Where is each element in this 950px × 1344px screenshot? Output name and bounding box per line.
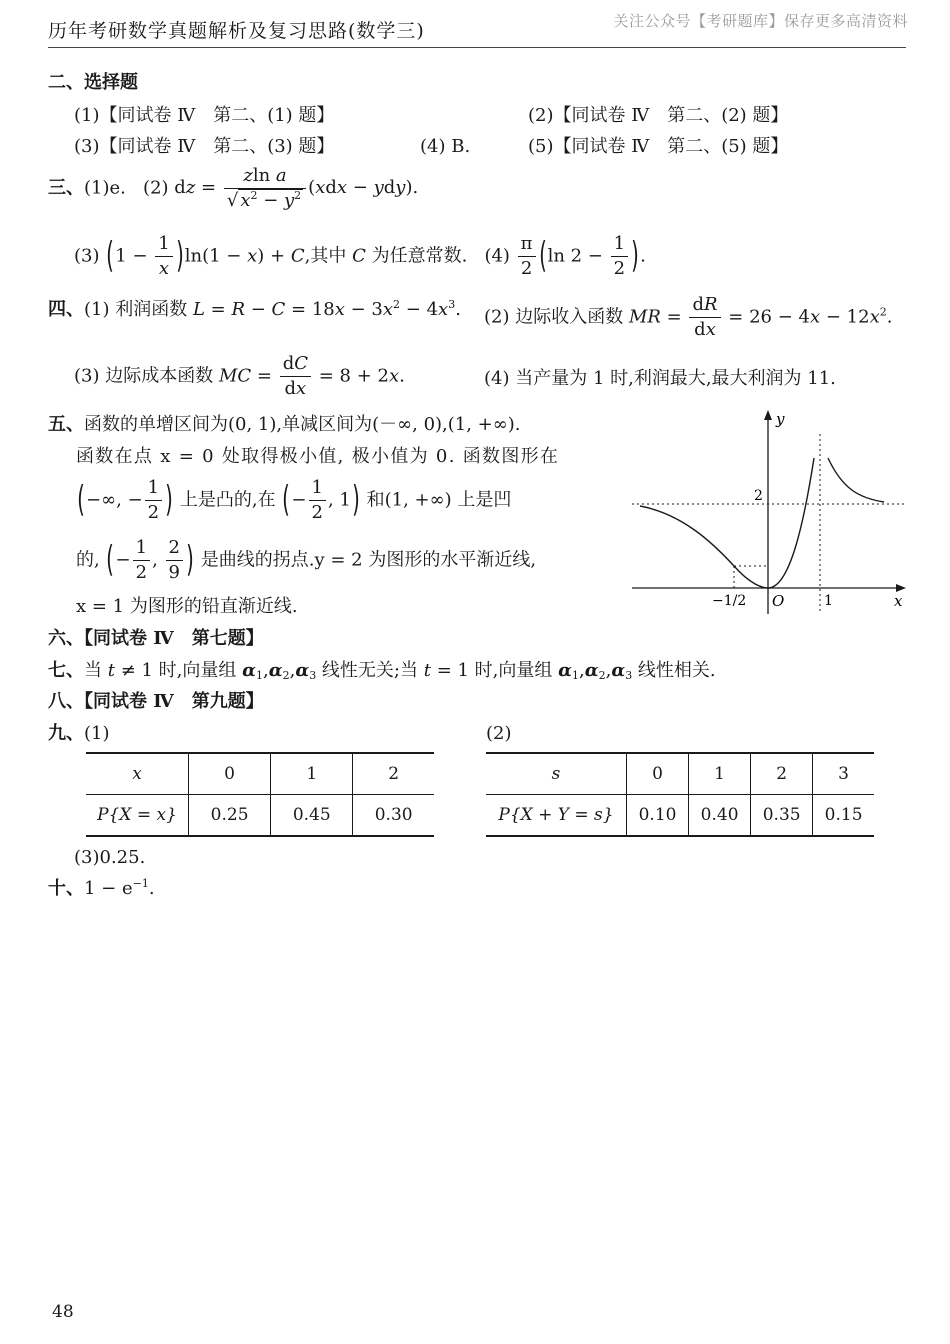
y-axis-label: y [776, 410, 785, 428]
distribution-table-sum [486, 752, 874, 837]
table-row [486, 753, 874, 795]
s4-part-2-label: (2) 边际收入函数 [484, 306, 624, 328]
y-axis-arrow-icon [764, 410, 772, 420]
section-7-heading: 七、 [48, 660, 84, 681]
section-9-line [48, 721, 110, 747]
section-2-heading: 二、选择题 [48, 72, 138, 93]
s5-line-4: 的, (− $\frac{1}{2}$ , $\frac{2}{9}$ ) 是曲线的拐点.y = 2 为图形的水平渐近线, [76, 537, 537, 583]
s5-line-4-text-c: y = 2 为图形的水平渐近线, [314, 549, 537, 571]
table-row-label: P{X = x} [86, 795, 189, 837]
table-row-label: P{X + Y = s} [486, 795, 627, 837]
s5-line-5: x = 1 为图形的铅直渐近线. [76, 596, 298, 617]
s2-item-3: (3)【同试卷 Ⅳ 第二、(3) 题】 [74, 136, 335, 157]
s7-text-2: 时,向量组 [158, 660, 237, 681]
section-6: 六、【同试卷 Ⅳ 第七题】 [48, 628, 264, 649]
s4-part-1: (1) 利润函数 [84, 299, 188, 320]
origin-label: O [772, 592, 785, 610]
table-cell: 0.30 [353, 795, 434, 837]
section-4-part-2: (2) 边际收入函数 MR = $\frac{dR}{dx}$ = $26 - 4x - 12x^2$. [484, 294, 893, 340]
table-cell: 0.10 [627, 795, 689, 837]
s5-line-3: (−∞, − $\frac{1}{2}$ ) 上是凸的,在 (− $\frac{1}{2}$ , 1) 和(1, +∞) 上是凹 [77, 477, 512, 523]
section-10: 十、$1 - e^{-1}$. [48, 877, 155, 899]
s9-part-1-label: (1) [84, 723, 110, 744]
x-axis-arrow-icon [896, 584, 906, 592]
table-header-cell: 0 [189, 753, 271, 795]
table-header-cell: 0 [627, 753, 689, 795]
s9-part-2-label: (2) [486, 723, 512, 744]
section-10-heading: 十、 [48, 878, 84, 899]
table-cell: 0.45 [271, 795, 353, 837]
s7-text-4: 时,向量组 [474, 660, 553, 681]
section-9-heading: 九、 [48, 723, 84, 744]
s7-text-1: 当 [84, 660, 102, 681]
s5-line-3-text-b: 和(1, +∞) 上是凹 [366, 489, 512, 511]
table-row [486, 795, 874, 837]
s9-part-3: (3)0.25. [74, 847, 146, 868]
table-cell: 0.35 [751, 795, 813, 837]
s5-line-1-text: 函数的单增区间为(0, 1),单减区间为(－∞, 0),(1, +∞). [84, 414, 521, 435]
s3-part-2-label: (2) [143, 177, 169, 199]
table-cell: 0.40 [689, 795, 751, 837]
curve-left-branch [640, 458, 814, 588]
s4-part-4: (4) 当产量为 1 时,利润最大,最大利润为 11. [484, 368, 836, 389]
s5-line-4-text-b: 是曲线的拐点. [200, 549, 315, 571]
header-rule [48, 47, 906, 48]
distribution-table-x [86, 752, 434, 837]
section-5-line-1 [48, 412, 521, 438]
section-7: 七、当 t ≠ 1 时,向量组 $\alpha_1,\alpha_2,\alpha_3$ 线性无关;当 t = 1 时,向量组 $\alpha_1,\alpha_2,\alpha_3$ 线性相关. [48, 660, 716, 682]
table-header-cell: 2 [751, 753, 813, 795]
table-cell: 0.25 [189, 795, 271, 837]
table-cell: 0.15 [813, 795, 874, 837]
page-number: 48 [52, 1302, 74, 1322]
section-4-heading: 四、 [48, 299, 84, 320]
s4-part-3-label: (3) 边际成本函数 [74, 365, 214, 387]
s3-dz-formula: dz = $\frac{\text{zln a}}{√ x^2 - y^2}$ (xdx − ydy). [174, 165, 419, 211]
table-header-cell: 3 [813, 753, 874, 795]
curve-right-branch [828, 458, 884, 502]
s2-item-1: (1)【同试卷 Ⅳ 第二、(1) 题】 [74, 105, 335, 126]
s2-item-5: (5)【同试卷 Ⅳ 第二、(5) 题】 [528, 136, 789, 157]
section-3-line-1 [48, 166, 418, 211]
function-graph [622, 402, 912, 620]
table-header-cell: 2 [353, 753, 434, 795]
s3-part-1: (1)e. [84, 177, 126, 199]
header-watermark: 关注公众号【考研题库】保存更多高清资料 [613, 12, 908, 30]
section-4-part-3: (3) 边际成本函数 MC = $\frac{dC}{dx}$ = 8 + 2x. [74, 353, 405, 399]
s5-line-2: 函数在点 x = 0 处取得极小值, 极小值为 0. 函数图形在 [76, 446, 560, 467]
section-3-heading: 三、 [48, 177, 84, 199]
x-axis-label: x [894, 592, 903, 610]
table-header-cell: s [486, 753, 627, 795]
s5-line-3-text-a: 上是凸的,在 [179, 489, 276, 511]
s7-text-3: 线性无关;当 [321, 660, 418, 681]
s2-item-2: (2)【同试卷 Ⅳ 第二、(2) 题】 [528, 105, 789, 126]
table-header-cell: 1 [689, 753, 751, 795]
s2-item-4: (4) B. [420, 136, 471, 157]
section-8: 八、【同试卷 Ⅳ 第九题】 [48, 691, 264, 712]
table-row [86, 795, 434, 837]
table-header-cell: x [86, 753, 189, 795]
tick-label-neg-half: −1/2 [712, 593, 747, 609]
section-4-line-1: 四、(1) 利润函数 $L = R - C = 18x - 3x^2 - 4x^3$. [48, 298, 461, 320]
tick-label-two: 2 [754, 488, 763, 504]
page-header-title: 历年考研数学真题解析及复习思路(数学三) [48, 20, 425, 42]
table-header-cell: 1 [271, 753, 353, 795]
section-3-line-2: (3) (1 − $\frac{1}{x}$ )ln(1 − x) + C,其中 C 为任意常数. (4) $\frac{\pi}{2}$ (ln 2 − $\frac{1}{2}$ ). [74, 233, 646, 279]
table-row [86, 753, 434, 795]
s7-text-5: 线性相关. [637, 660, 716, 681]
section-5-heading: 五、 [48, 414, 84, 435]
s5-line-4-text-a: 的, [76, 549, 100, 571]
tick-label-one: 1 [824, 593, 833, 609]
